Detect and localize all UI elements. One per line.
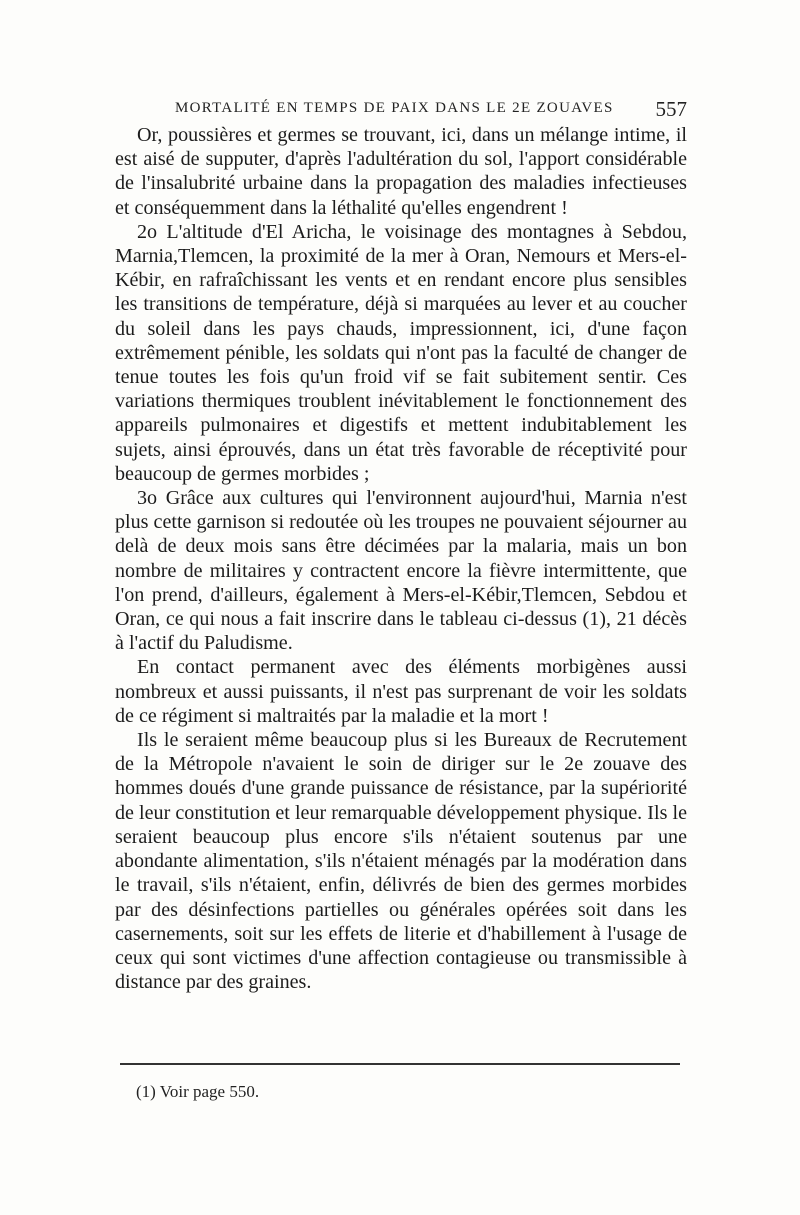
- paragraph: En contact permanent avec des éléments morbigènes aussi nombreux et aussi puissants, il n'est pas surprenant de voir les soldats de ce régiment si maltraités par la maladie et la mort !: [115, 656, 687, 727]
- paragraph: 2o L'altitude d'El Aricha, le voisinage des montagnes à Sebdou, Marnia,Tlemcen, la proximité de la mer à Oran, Nemours et Mers-el-Kébir, en rafraîchissant les vents et en rendant encore plus sensibles les transitions de température, déjà si marquées au lever et au coucher du soleil dans les pays chauds, impressionnent, ici, d'une façon extrêmement pénible, les soldats qui n'ont pas la faculté de changer de tenue toutes les fois qu'un froid vif se fait subitement sentir. Ces variations thermiques troublent inévitablement le fonctionnement des appareils pulmonaires et digestifs et mettent indubitablement les sujets, ainsi éprouvés, dans un état très favorable de réceptivité pour beaucoup de germes morbides ;: [115, 220, 687, 485]
- body-text: [115, 123, 687, 994]
- paragraph: 3o Grâce aux cultures qui l'environnent aujourd'hui, Marnia n'est plus cette garnison si redoutée où les troupes ne pouvaient séjourner au delà de deux mois sans être décimées par la malaria, mais un bon nombre de militaires y contractent encore la fièvre intermittente, que l'on prend, d'ailleurs, également à Mers-el-Kébir,Tlemcen, Sebdou et Oran, ce qui nous a fait inscrire dans le tableau ci-dessus (1), 21 décès à l'actif du Paludisme.: [115, 487, 687, 655]
- running-head: MORTALITÉ EN TEMPS DE PAIX DANS LE 2E ZOUAVES: [175, 100, 614, 116]
- paragraph: Ils le seraient même beaucoup plus si les Bureaux de Recrutement de la Métropole n'avaient le soin de diriger sur le 2e zouave des hommes doués d'une grande puissance de résistance, par la supériorité de leur constitution et leur remarquable développement physique. Ils le seraient beaucoup plus encore s'ils n'étaient soutenus par une abondante alimentation, s'ils n'étaient ménagés par la modération dans le travail, s'ils n'étaient, enfin, délivrés de bien des germes morbides par des désinfections partielles ou générales opérées soit dans les casernements, soit sur les effets de literie et d'habillement à l'usage de ceux qui sont victimes d'une affection contagieuse ou transmissible à distance par des graines.: [115, 729, 687, 994]
- footnote: (1) Voir page 550.: [136, 1082, 260, 1101]
- footnote-divider: [120, 1063, 680, 1065]
- page-header: [115, 97, 687, 123]
- paragraph: Or, poussières et germes se trouvant, ici, dans un mélange intime, il est aisé de supputer, d'après l'adultération du sol, l'apport considérable de l'insalubrité urbaine dans la propagation des maladies infectieuses et conséquemment dans la léthalité qu'elles engendrent !: [115, 124, 687, 219]
- page-number: 557: [655, 97, 687, 121]
